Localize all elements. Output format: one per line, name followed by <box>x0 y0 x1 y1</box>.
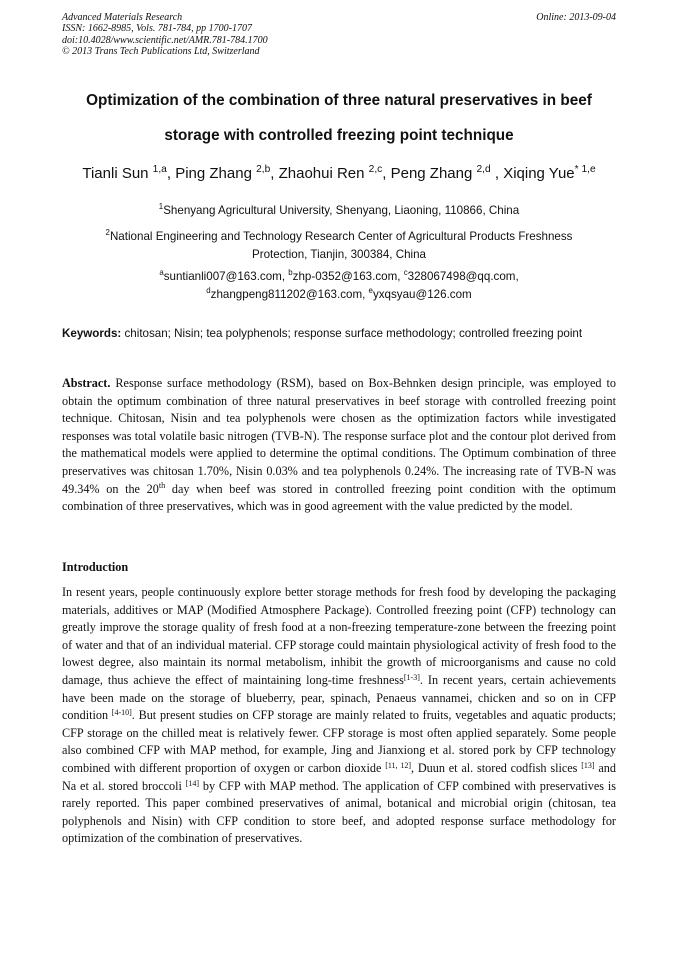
paper-title <box>62 83 616 153</box>
journal-name: Advanced Materials Research <box>62 12 183 23</box>
author: Peng Zhang $^{2,d}$ , <box>390 164 504 182</box>
keywords-label: Keywords: <box>62 327 122 340</box>
email-link: 328067498@qq.com, <box>407 270 519 283</box>
online-date: Online: 2013-09-04 <box>536 12 616 23</box>
abstract-section: Abstract. Response surface methodology (RSM), based on Box-Behnken design principle, was employed to obtain the optimum combination of three natural preservatives in beef storage with controlled freezing point technique. Chitosan, Nisin and tea polyphenols were chosen as the optimization factors while investigated responses was total volatile basic nitrogen (TVB-N). The response surface plot and the contour plot derived from the mathematical models were applied to determine the optimal conditions. The Optimum combination of three preservatives was chitosan 1.70%, Nisin 0.03% and tea polyphenols 0.24%. The increasing rate of TVB-N was 49.34% on the 20th day when beef was stored in controlled freezing point condition with the optimum combination of three preservatives, which was in good agreement with the value predicted by the model. <box>62 376 616 514</box>
issn-line: ISSN: 1662-8985, Vols. 781-784, pp 1700-1707 <box>62 23 252 35</box>
author: Tianli Sun $^{1,a}$, <box>82 164 176 182</box>
keywords-section <box>62 325 616 343</box>
citation: [13] <box>581 760 595 770</box>
author-emails: $^a$suntianli007@163.com, $^b$zhp-0352@163.com, $^c$328067498@qq.com, $^d$zhangpeng811202@163.com, $^e$yxqsyau@126.com <box>159 268 519 301</box>
author: Zhaohui Ren $^{2,c}$, <box>278 164 391 182</box>
email-link: suntianli007@163.com, <box>163 270 289 283</box>
copyright-line: © 2013 Trans Tech Publications Ltd, Switzerland <box>62 45 260 57</box>
title-line-2: storage with controlled freezing point technique <box>164 127 514 144</box>
author-list <box>62 165 616 182</box>
email-link: zhp-0352@163.com, <box>292 270 404 283</box>
author: Ping Zhang $^{2,b}$, <box>175 164 279 182</box>
doi-line: doi:10.4028/www.scientific.net/AMR.781-784.1700 <box>62 34 268 46</box>
journal-header <box>62 12 268 57</box>
affiliation-1: $^1$Shenyang Agricultural University, Shenyang, Liaoning, 110866, China <box>158 202 520 217</box>
author: Xiqing Yue$^{* 1,e}$ <box>503 164 596 182</box>
email-link: zhangpeng811202@163.com, <box>210 288 369 301</box>
title-line-1: Optimization of the combination of three natural preservatives in beef <box>86 92 592 109</box>
citation: [14] <box>185 778 200 788</box>
keywords-text: chitosan; Nisin; tea polyphenols; response surface methodology; controlled freezing point <box>121 327 583 340</box>
email-link: yxqsyau@126.com <box>372 288 472 301</box>
citation: [4-10] <box>111 708 132 718</box>
affiliation-2: $^2$National Engineering and Technology Research Center of Agricultural Products Freshness Protection, Tianjin, 300384, China <box>105 228 573 261</box>
citation: [1-3] <box>403 672 420 682</box>
citation: [11, 12] <box>385 760 411 770</box>
introduction-heading: Introduction <box>62 560 129 574</box>
introduction-body: In resent years, people continuously explore better storage methods for fresh food by developing the packaging materials, additives or MAP (Modified Atmosphere Package). Controlled freezing point (CFP) technology can greatly improve the storage quality of fresh food at a non-freezing temperature-zone between the freezing point of water and that of an individual material. CFP storage could maintain physiological activity of fresh food to the lowest degree, also maintain its normal metabolism, inhibit the growth of microorganisms and cause no cold damage, thus achieve the effect of maintaining long-time freshness[1-3]. In recent years, certain achievements have been made on the storage of blueberry, pear, spinach, Penaeus vannamei, chicken and so on in CFP condition [4-10]. But present studies on CFP storage are mainly related to fruits, vegetables and aquatic products; CFP storage on the chilled meat is relatively fewer. CFP storage is most often applied separately. Some people also combined CFP with MAP method, for example, Jing and Jianxiong et al. stored pork by CFP technology combined with different proportion of oxygen or carbon dioxide [11, 12], Duun et al. stored codfish slices [13] and Na et al. stored broccoli [14] by CFP with MAP method. The application of CFP combined with preservatives is rarely reported. This paper combined preservatives of animal, botanical and microbial origin (chitosan, tea polyphenols and Nisin) with CFP condition to store beef, and adopted response surface methodology for optimization of the combination of preservatives. <box>62 585 617 846</box>
abstract-label: Abstract. <box>62 376 111 390</box>
